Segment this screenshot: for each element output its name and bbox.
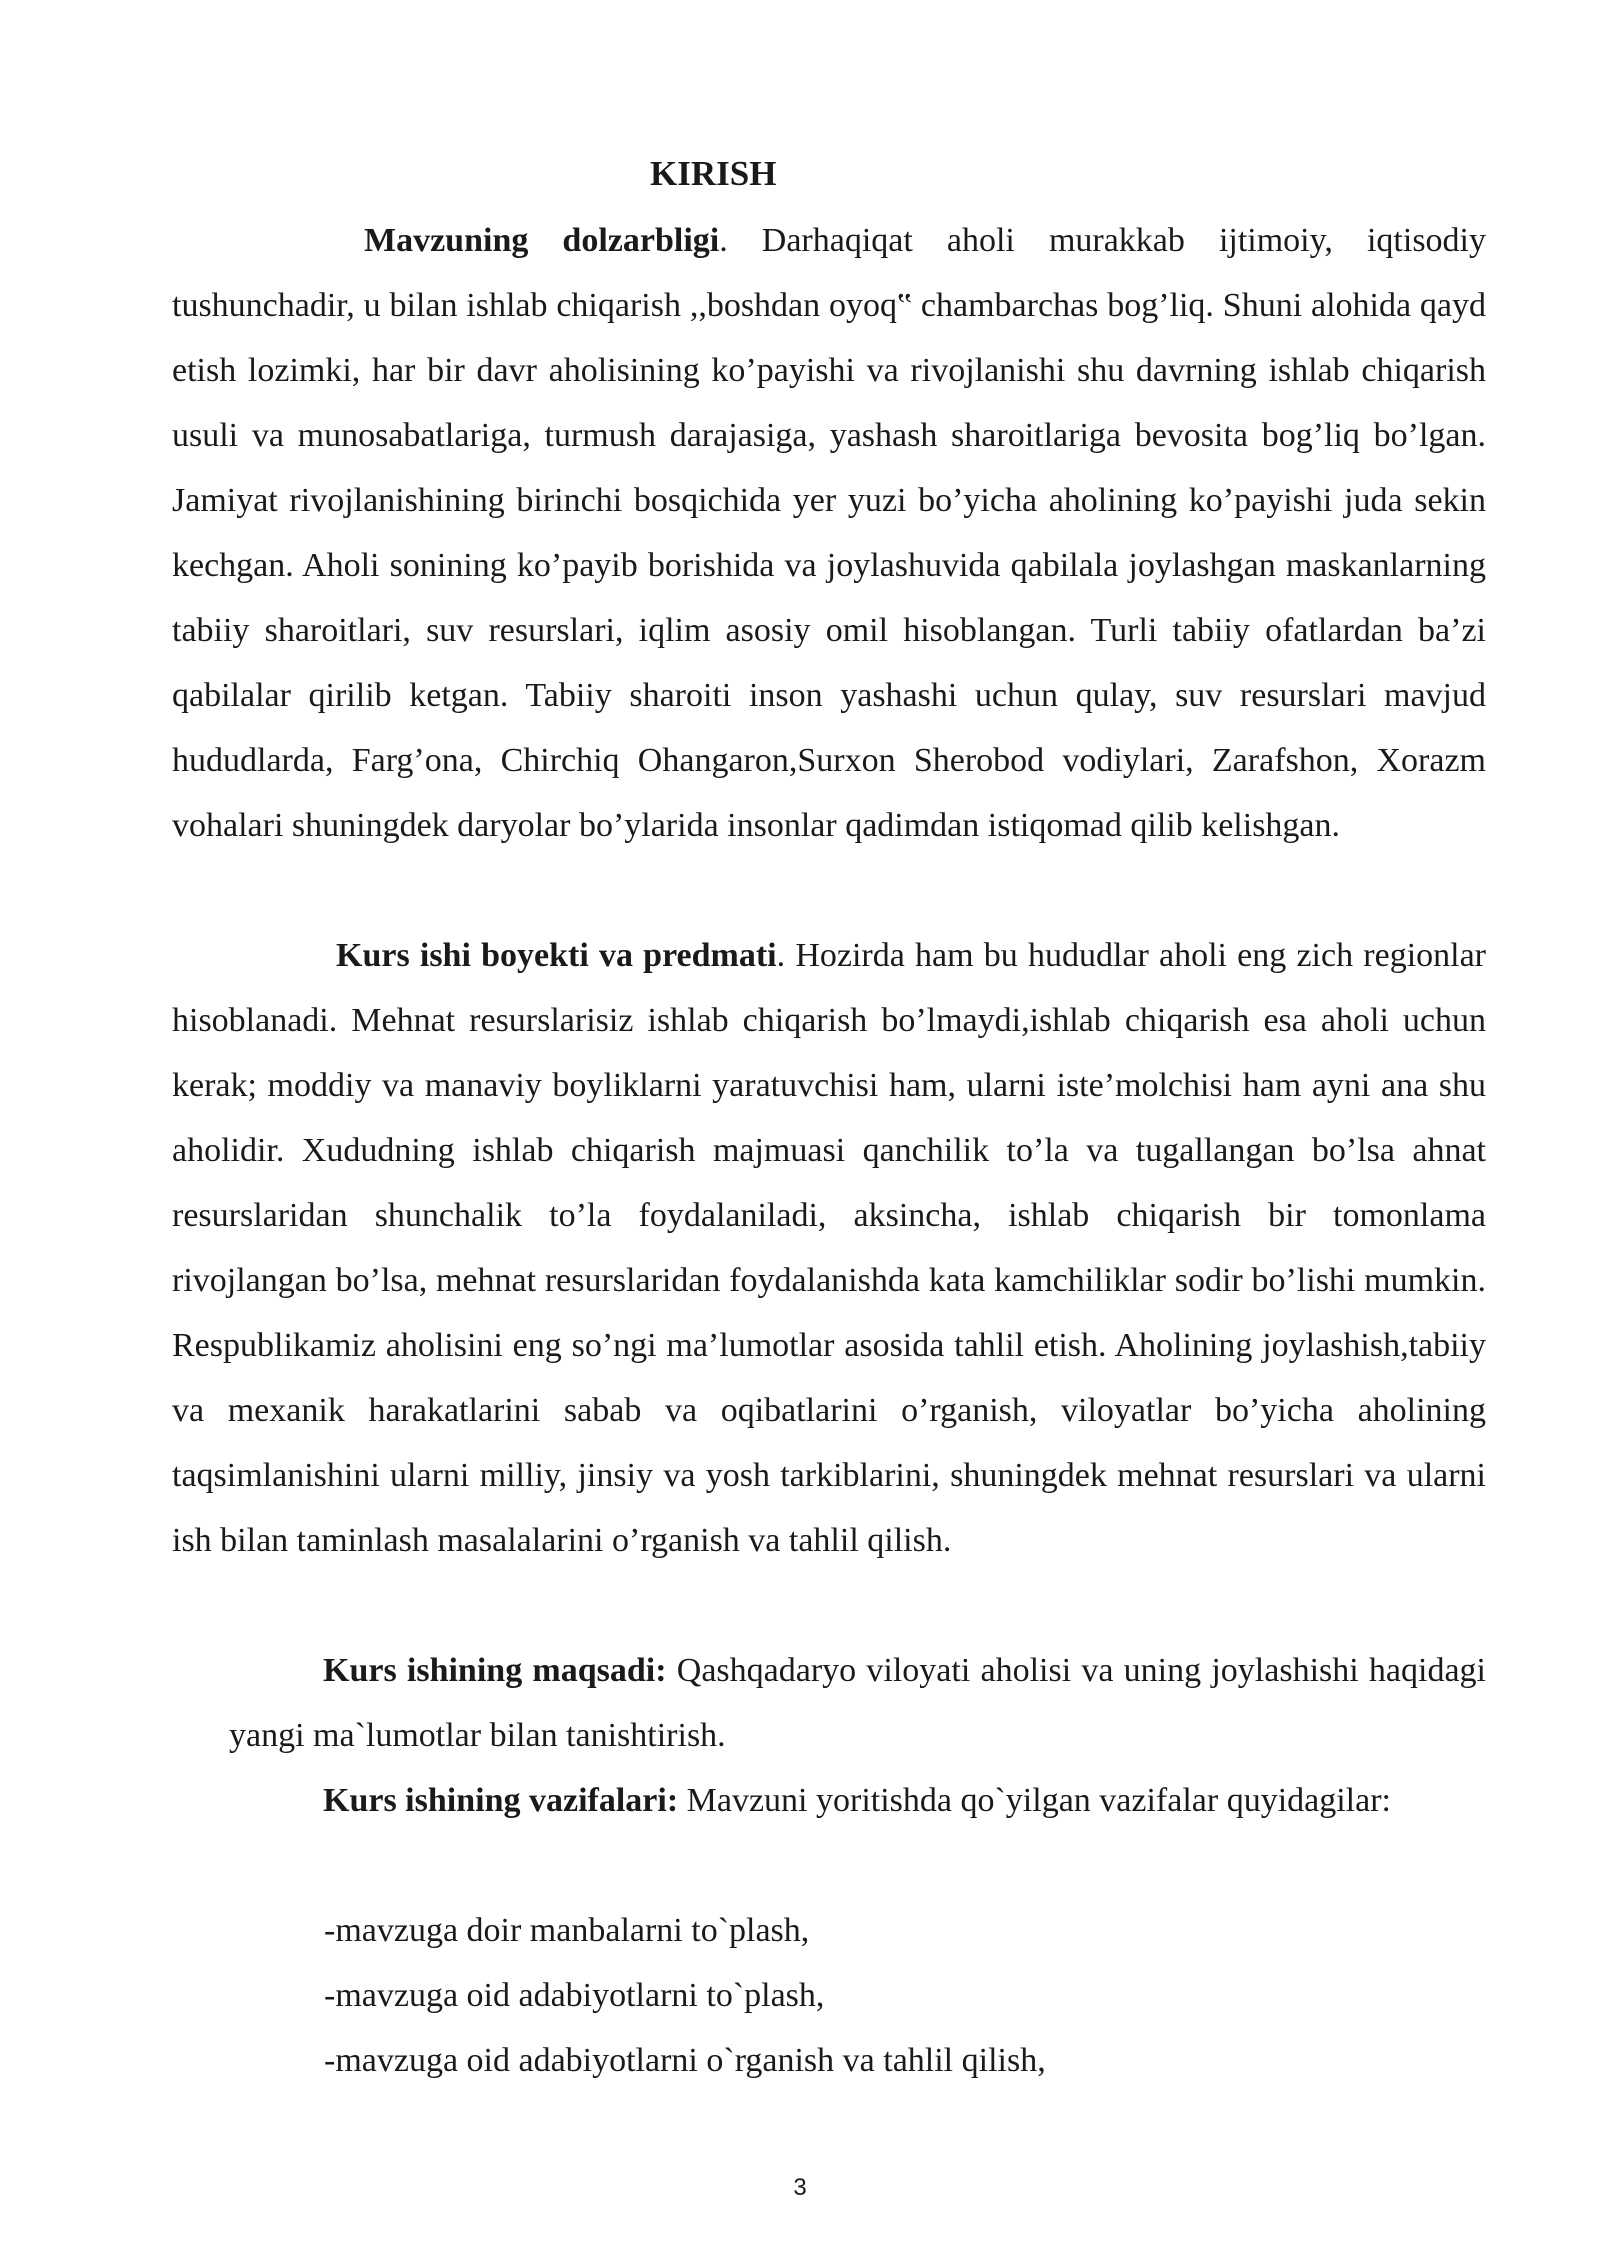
paragraph-text: . Hozirda ham bu hududlar aholi eng zich regionlar hisoblanadi. Mehnat resurslarisiz ishlab chiqarish bo’lmaydi,ishlab chiqarish esa aholi uchun kerak; moddiy va manaviy boyliklarni yaratuvchisi ham, ularni iste’molchisi ham ayni ana shu aholidir. Xududning ishlab chiqarish majmuasi qanchilik to’la va tugallangan bo’lsa ahnat resurslaridan shunchalik to’la foydalaniladi, aksincha, ishlab chiqarish bir tomonlama rivojlangan bo’lsa, mehnat resurslaridan foydalanishda kata kamchiliklar sodir bo’lishi mumkin. Respublikamiz aholisini eng so’ngi ma’lumotlar asosida tahlil etish. Aholining joylashish,tabiiy va mexanik harakatlarini sabab va oqibatlarini o’rganish, viloyatlar bo’yicha aholining taqsimlanishini ularni milliy, jinsiy va yosh tarkiblarini, shuningdek mehnat resurslari va ularni ish bilan taminlash masalalarini o’rganish va tahlil qilish.	[172, 937, 1486, 1559]
page-number: 3	[793, 2174, 807, 2201]
paragraph-goal	[229, 1638, 1486, 1768]
paragraph-tasks	[229, 1768, 1486, 1833]
paragraph-relevance	[172, 208, 1486, 858]
paragraph-text: . Darhaqiqat aholi murakkab ijtimoiy, iqtisodiy tushunchadir, u bilan ishlab chiqarish ,,boshdan oyoq‟ chambarchas bog’liq. Shuni alohida qayd etish lozimki, har bir davr aholisining ko’payishi va rivojlanishi shu davrning ishlab chiqarish usuli va munosabatlariga, turmush darajasiga, yashash sharoitlariga bevosita bog’liq bo’lgan. Jamiyat rivojlanishining birinchi bosqichida yer yuzi bo’yicha aholining ko’payishi juda sekin kechgan. Aholi sonining ko’payib borishida va joylashuvida qabilala joylashgan maskanlarning tabiiy sharoitlari, suv resurslari, iqlim asosiy omil hisoblangan. Turli tabiiy ofatlardan ba’zi qabilalar qirilib ketgan. Tabiiy sharoiti inson yashashi uchun qulay, suv resurslari mavjud hududlarda, Farg’ona, Chirchiq Ohangaron,Surxon Sherobod vodiylari, Zarafshon, Xorazm vohalari shuningdek daryolar bo’ylarida insonlar qadimdan istiqomad qilib kelishgan.	[172, 222, 1487, 844]
paragraph-lead: Mavzuning dolzarbligi	[364, 222, 720, 259]
list-item: -mavzuga oid adabiyotlarni o`rganish va tahlil qilish,	[324, 2042, 1046, 2079]
paragraph-text: Mavzuni yoritishda qo`yilgan vazifalar quyidagilar:	[678, 1782, 1391, 1819]
list-item: -mavzuga doir manbalarni to`plash,	[324, 1912, 810, 1949]
section-heading: KIRISH	[650, 154, 777, 193]
list-item: -mavzuga oid adabiyotlarni to`plash,	[324, 1977, 825, 2014]
paragraph-lead: Kurs ishining maqsadi:	[323, 1652, 667, 1689]
paragraph-object-subject	[172, 923, 1486, 1573]
task-list	[324, 1898, 1046, 2093]
paragraph-lead: Kurs ishining vazifalari:	[323, 1782, 679, 1819]
paragraph-text: Qashqadaryo viloyati aholisi va uning joylashishi haqidagi yangi ma`lumotlar bilan tanishtirish.	[229, 1652, 1486, 1754]
paragraph-lead: Kurs ishi boyekti va predmati	[336, 937, 777, 974]
